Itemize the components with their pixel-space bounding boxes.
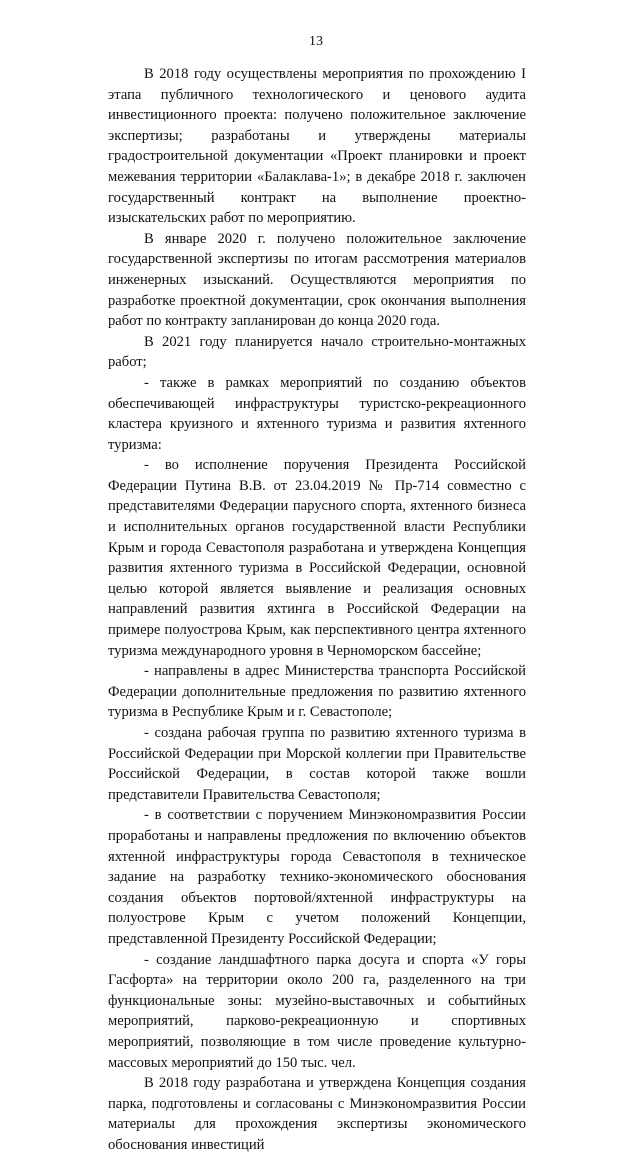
paragraph-expertise-2020: В январе 2020 г. получено положительное заключение государственной экспертизы по итогам рассмотрения материалов инженерных изысканий. Осуществляются мероприятия по разработке проектной документации, срок окончания выполнения работ по контракту запланирован до конца 2020 года. [108,230,526,330]
paragraph-yacht-infrastructure: - также в рамках мероприятий по созданию объектов обеспечивающей инфраструктуры туристско-рекреационного кластера круизного и яхтенного туризма и развития яхтенного туризма: [108,374,526,453]
paragraph-landscape-park: - создание ландшафтного парка досуга и спорта «У горы Гасфорта» на территории около 200 га, разделенного на три функциональные зоны: музейно-выставочных и событийных мероприятий, парково-рекреационную и спортивных мероприятий, позволяющие в том числе проведение культурно-массовых мероприятий до 150 тыс. чел. [108,951,526,1071]
page-number: 13 [309,34,323,49]
document-body [108,64,526,1155]
paragraph-construction-2021: В 2021 году планируется начало строительно-монтажных работ; [108,333,526,371]
paragraph-yacht-concept: - во исполнение поручения Президента Российской Федерации Путина В.В. от 23.04.2019 № Пр-714 совместно с представителями Федерации парусного спорта, яхтенного бизнеса и исполнительных органов государственной власти Республики Крым и города Севастополя разработана и утверждена Концепция развития яхтенного туризма в Российской Федерации, основной целью которой является выявление и реализация основных направлений развития яхтинга в Российской Федерации на примере полуострова Крым, как перспективного центра яхтенного туризма международного уровня в Черноморском бассейне; [108,457,526,659]
paragraph-balaklava-audit: В 2018 году осуществлены мероприятия по прохождению I этапа публичного технологического и ценового аудита инвестиционного проекта: получено положительное заключение экспертизы; разработаны и утверждены материалы градостроительной документации «Проект планировки и проект межевания территории «Балаклава-1»; в декабре 2018 г. заключен государственный контракт на выполнение проектно-изыскательских работ по мероприятию. [108,66,526,227]
paragraph-park-concept-2018: В 2018 году разработана и утверждена Концепция создания парка, подготовлены и согласованы с Минэкономразвития России материалы для прохождения экспертизы экономического обоснования инвестиций [108,1075,526,1153]
paragraph-working-group: - создана рабочая группа по развитию яхтенного туризма в Российской Федерации при Морской коллегии при Правительстве Российской Федерации, в состав которой также вошли представители Правительства Севастополя; [108,725,526,803]
paragraph-feasibility-study: - в соответствии с поручением Минэкономразвития России проработаны и направлены предложения по включению объектов яхтенной инфраструктуры города Севастополя в техническое задание на разработку технико-экономического обоснования создания объектов портовой/яхтенной инфраструктуры на полуострове Крым с учетом положений Концепции, представленной Президенту Российской Федерации; [108,807,526,947]
paragraph-ministry-proposals: - направлены в адрес Министерства транспорта Российской Федерации дополнительные предложения по развитию яхтенного туризма в Республике Крым и г. Севастополе; [108,663,526,721]
